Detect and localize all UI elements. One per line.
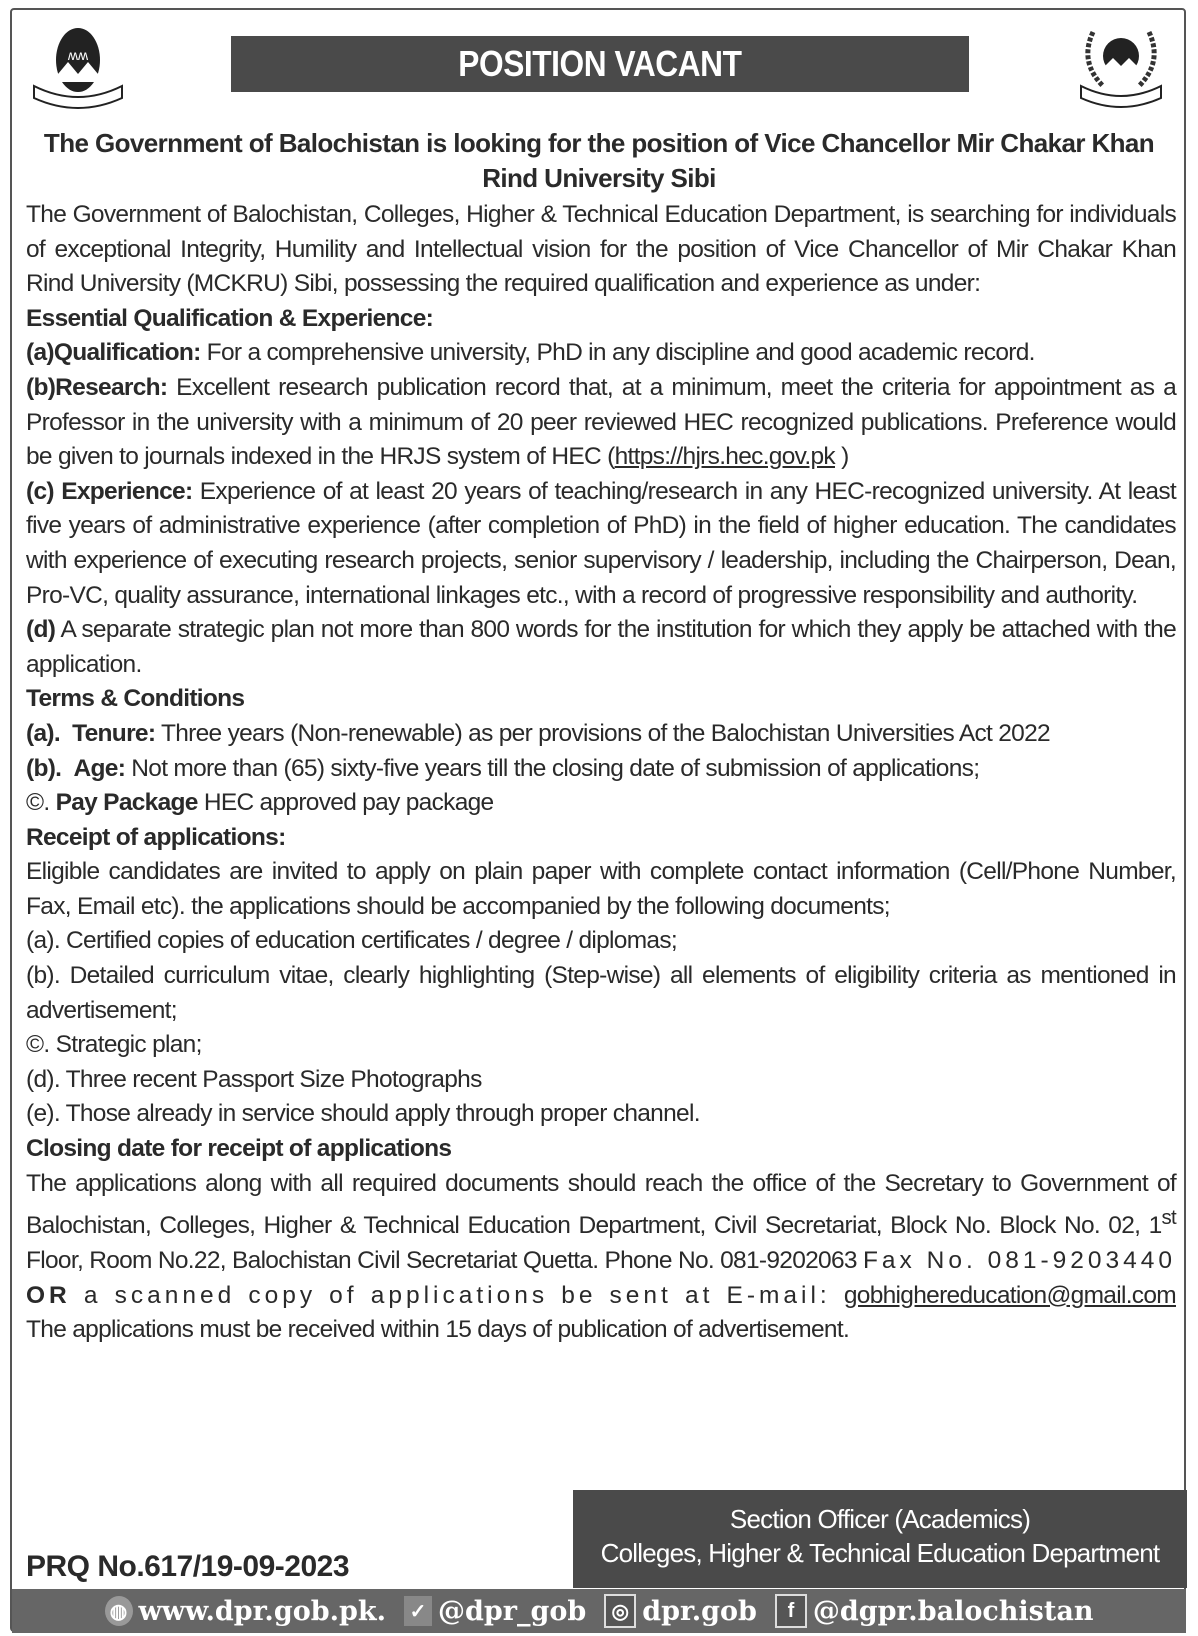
closing-text-part: a scanned copy of applications be sent at E-mail:: [70, 1281, 844, 1309]
document-item: [26, 1028, 1176, 1063]
item-text: A separate strategic plan not more than 800 words for the institution for which they apply be attached with the application.: [26, 616, 1176, 678]
item-text: Excellent research publication record that, at a minimum, meet the criteria for appointment as a Professor in the university with a minimum of 20 peer reviewed HEC recognized publications. Preference would be given to journals indexed in the HRJS system of HEC (: [26, 373, 1176, 471]
item-label: (a).: [26, 927, 60, 955]
item-label: (b).: [26, 962, 60, 990]
item-label: Pay Package: [55, 789, 198, 817]
email-link[interactable]: gobhighereducation@gmail.com: [843, 1281, 1176, 1309]
receipt-heading: Receipt of applications:: [26, 823, 286, 851]
item-text: ): [834, 443, 849, 471]
twitter-icon: ✓: [404, 1596, 432, 1626]
signature-block: [573, 1490, 1187, 1588]
balochistan-emblem-logo: [30, 22, 126, 112]
ordinal-suffix: st: [1161, 1207, 1176, 1230]
age-item: [26, 752, 1176, 787]
title-banner: [231, 36, 969, 92]
globe-icon: ◍: [105, 1596, 133, 1626]
item-text: Experience of at least 20 years of teaching/research in any HEC-recognized university. At least five years of administrative experience (after completion of PhD) in the field of higher education. The candidates with experience of executing research projects, senior supervisory / leadership, including the Chairperson, Dean, Pro-VC, quality assurance, international linkages etc., with a record of progressive responsibility and authority.: [26, 477, 1177, 609]
prq-number: PRQ No.617/19-09-2023: [26, 1550, 350, 1583]
facebook-handle: @dgpr.balochistan: [812, 1595, 1094, 1627]
item-label: (a)Qualification:: [26, 339, 201, 367]
item-label: (e).: [26, 1100, 60, 1128]
footer-bar: [12, 1589, 1186, 1633]
essential-heading: Essential Qualification & Experience:: [26, 304, 434, 332]
instagram-handle: dpr.gob: [642, 1595, 757, 1627]
svg-text:ʍʍ: ʍʍ: [67, 47, 89, 63]
item-label: Tenure:: [72, 719, 156, 747]
document-item: [26, 959, 1176, 1028]
item-label: (d): [26, 616, 56, 644]
item-label: (b)Research:: [26, 373, 168, 401]
item-label: ©.: [26, 789, 50, 817]
closing-text-part: Floor, Room No.22, Balochistan Civil Secretariat Quetta. Phone No. 081-9202063: [26, 1246, 863, 1274]
item-text: Three recent Passport Size Photographs: [59, 1065, 482, 1093]
item-text: Detailed curriculum vitae, clearly highlighting (Step-wise) all elements of eligibility criteria as mentioned in advertisement;: [26, 962, 1176, 1024]
receipt-text: Eligible candidates are invited to apply on plain paper with complete contact information (Cell/Phone Number, Fax, Email etc). the applications should be accompanied by the following documents;: [26, 858, 1176, 920]
item-text: Those already in service should apply through proper channel.: [59, 1100, 700, 1128]
website-text: www.dpr.gob.pk.: [138, 1595, 386, 1627]
item-label: Age:: [73, 754, 126, 782]
closing-text: [26, 1167, 1176, 1348]
item-label: (b).: [26, 754, 62, 782]
hjrs-link[interactable]: https://hjrs.hec.gov.pk: [614, 443, 835, 471]
document-item: [26, 1063, 1176, 1098]
item-label: ©.: [26, 1031, 50, 1059]
document-item: [26, 1097, 1176, 1132]
experience-item: [26, 475, 1176, 613]
fax-number: Fax No. 081-9203440: [862, 1246, 1176, 1274]
item-label: (d).: [26, 1065, 60, 1093]
facebook-icon: f: [775, 1594, 807, 1628]
twitter-handle: @dpr_gob: [438, 1595, 587, 1627]
signature-title: Section Officer (Academics): [729, 1504, 1031, 1534]
website-link[interactable]: [105, 1596, 386, 1627]
signature-department: Colleges, Higher & Technical Education Department: [600, 1538, 1160, 1568]
closing-text-part: The applications must be received within 15 days of publication of advertisement.: [26, 1316, 850, 1344]
research-item: [26, 371, 1176, 475]
instagram-icon: ◎: [604, 1594, 636, 1628]
item-text: HEC approved pay package: [197, 789, 494, 817]
closing-heading: Closing date for receipt of applications: [26, 1135, 452, 1163]
ad-heading: The Government of Balochistan is looking for the position of Vice Chancellor Mir Chakar Khan Rind University Sibi: [43, 128, 1155, 193]
dgpr-balochistan-logo: [1073, 22, 1169, 112]
item-text: Not more than (65) sixty-five years till the closing date of submission of applications;: [125, 754, 980, 782]
item-text: Strategic plan;: [49, 1031, 202, 1059]
item-label: (c) Experience:: [26, 477, 193, 505]
document-item: [26, 924, 1176, 959]
facebook-link[interactable]: [775, 1594, 1094, 1628]
item-text: Certified copies of education certificates / degree / diplomas;: [59, 927, 678, 955]
item-text: For a comprehensive university, PhD in any discipline and good academic record.: [200, 339, 1035, 367]
instagram-link[interactable]: [604, 1594, 757, 1628]
strategic-plan-item: [26, 613, 1176, 682]
or-text: OR: [26, 1281, 71, 1309]
closing-text-part: The applications along with all required documents should reach the office of the Secretary to Government of Balochistan, Colleges, Higher & Technical Education Department, Civil Secretariat, Block No. Block No. 02, 1: [26, 1169, 1176, 1240]
pay-item: [26, 786, 1176, 821]
ad-body: [26, 198, 1176, 1348]
tenure-item: [26, 717, 1176, 752]
item-text: Three years (Non-renewable) as per provisions of the Balochistan Universities Act 2022: [155, 719, 1050, 747]
title-text: POSITION VACANT: [458, 43, 742, 84]
terms-heading: Terms & Conditions: [26, 685, 245, 713]
item-label: (a).: [26, 719, 60, 747]
qualification-item: [26, 336, 1176, 371]
intro-paragraph: The Government of Balochistan, Colleges, Higher & Technical Education Department, is searching for individuals of exceptional Integrity, Humility and Intellectual vision for the position of Vice Chancellor of Mir Chakar Khan Rind University (MCKRU) Sibi, possessing the required qualification and experience as under:: [26, 201, 1176, 298]
twitter-link[interactable]: [404, 1596, 586, 1627]
